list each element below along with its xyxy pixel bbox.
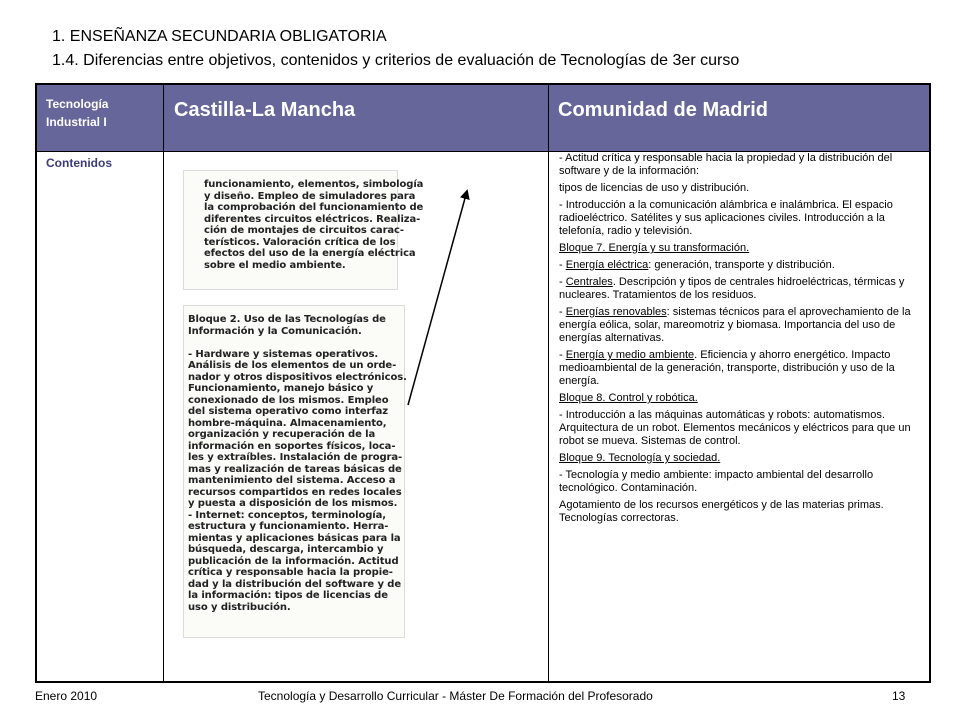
scan-line: Bloque 2. Uso de las Tecnologías de bbox=[188, 314, 386, 325]
madrid-para: tipos de licencias de uso y distribución. bbox=[559, 182, 750, 194]
scan-line: mantenimiento del sistema. Acceso a bbox=[188, 475, 396, 486]
row-label-contenidos: Contenidos bbox=[46, 156, 112, 170]
term-desc: . Descripción y tipos de centrales hidroeléctricas, térmicas y nucleares. Tratamientos de los residuos. bbox=[559, 276, 905, 301]
dash: - bbox=[559, 306, 566, 318]
scan-line: información en soportes físicos, loca- bbox=[188, 440, 396, 452]
scan-line: les y extraíbles. Instalación de progra- bbox=[188, 452, 403, 463]
scan-line: del sistema operativo como interfaz bbox=[188, 406, 388, 417]
comparison-table bbox=[35, 83, 931, 683]
section-heading: 1. ENSEÑANZA SECUNDARIA OBLIGATORIA bbox=[52, 28, 387, 45]
header-madrid: Comunidad de Madrid bbox=[558, 99, 768, 121]
scan-line: estructura y funcionamiento. Herra- bbox=[188, 521, 389, 532]
scan-line: publicación de la información. Actitud bbox=[188, 555, 399, 567]
footer-date: Enero 2010 bbox=[35, 689, 98, 703]
bloque-9-heading: Bloque 9. Tecnología y sociedad. bbox=[559, 452, 721, 464]
term-energias-renovables: Energías renovables bbox=[565, 306, 667, 318]
footer-title: Tecnología y Desarrollo Curricular - Máster De Formación del Profesorado bbox=[258, 689, 653, 703]
dash: - bbox=[559, 276, 566, 288]
madrid-para: - Actitud crítica y responsable hacia la propiedad y la distribución del software y de la información: bbox=[559, 152, 893, 177]
scan-line: la comprobación del funcionamiento de bbox=[204, 202, 424, 213]
term-energia-electrica: Energía eléctrica bbox=[565, 259, 649, 271]
scan-line: hombre-máquina. Almacenamiento, bbox=[188, 417, 387, 429]
dash: - bbox=[559, 349, 566, 361]
scan-line: conexionado de los mismos. Empleo bbox=[188, 394, 389, 406]
scan-line: mientas y aplicaciones básicas para la bbox=[188, 532, 401, 544]
scan-line: Funcionamiento, manejo básico y bbox=[188, 383, 374, 394]
term-centrales: Centrales bbox=[565, 276, 613, 288]
scan-line: organización y recuperación de la bbox=[188, 429, 376, 440]
term-energia-medio-ambiente: Energía y medio ambiente bbox=[565, 349, 695, 361]
madrid-contents bbox=[559, 152, 925, 529]
scan-line: uso y distribución. bbox=[188, 601, 291, 613]
header-castilla: Castilla-La Mancha bbox=[174, 99, 356, 121]
scan-line: Análisis de los elementos de un orde- bbox=[188, 360, 397, 371]
scan-line: recursos compartidos en redes locales bbox=[188, 486, 402, 498]
madrid-para bbox=[559, 259, 925, 272]
scan-line: efectos del uso de la energía eléctrica bbox=[204, 248, 416, 259]
scan-line: nador y otros dispositivos electrónicos. bbox=[188, 371, 407, 383]
term-desc: : sistemas técnicos para el aprovechamiento de la energía eólica, solar, mareomotriz y biomasa. Importancia del uso de energías alternativas. bbox=[559, 306, 911, 344]
madrid-para: - Tecnología y medio ambiente: impacto ambiental del desarrollo tecnológico. Contaminación. bbox=[559, 469, 874, 494]
bloque-7-heading: Bloque 7. Energía y su transformación. bbox=[559, 242, 750, 254]
dash: - bbox=[559, 259, 566, 271]
madrid-para: - Introducción a la comunicación alámbrica e inalámbrica. El espacio radioeléctrico. Satélites y sus aplicaciones civiles. Introducción a la telefonía, radio y televisión. bbox=[559, 199, 893, 237]
scan-line: sobre el medio ambiente. bbox=[204, 259, 346, 271]
header-subject-line1: Tecnología bbox=[46, 97, 109, 111]
scan-line: - Hardware y sistemas operativos. bbox=[188, 348, 379, 360]
madrid-para bbox=[559, 276, 925, 302]
scan-line: dad y la distribución del software y de bbox=[188, 578, 402, 590]
madrid-para bbox=[559, 306, 925, 345]
scan-line: y puesta a disposición de los mismos. bbox=[188, 498, 398, 509]
scan-line: Información y la Comunicación. bbox=[188, 325, 362, 337]
term-desc: . Eficiencia y ahorro energético. Impacto medioambiental de la generación, transporte, distribución y uso de la energía. bbox=[559, 349, 895, 387]
arrow-line bbox=[408, 191, 467, 405]
scan-line: ción de montajes de circuitos carac- bbox=[204, 225, 404, 236]
scan-line: crítica y responsable hacia la propie- bbox=[188, 567, 393, 578]
scan-line: terísticos. Valoración crítica de los bbox=[204, 236, 396, 248]
scan-line: y diseño. Empleo de simuladores para bbox=[204, 190, 416, 202]
term-desc: : generación, transporte y distribución. bbox=[648, 259, 835, 271]
page-number: 13 bbox=[892, 689, 906, 703]
scan-line: diferentes circuitos eléctricos. Realiza- bbox=[204, 213, 421, 225]
madrid-para bbox=[559, 349, 925, 388]
scan-line: funcionamiento, elementos, simbología bbox=[204, 179, 424, 190]
madrid-para: - Introducción a las máquinas automáticas y robots: automatismos. Arquitectura de un robot. Elementos mecánicos y eléctricos para que un robot se mueva. Sistemas de control. bbox=[559, 409, 911, 447]
scan-line: - Internet: conceptos, terminología, bbox=[188, 509, 386, 521]
scan-line: búsqueda, descarga, intercambio y bbox=[188, 544, 384, 555]
scan-line: la información: tipos de licencias de bbox=[188, 590, 388, 601]
madrid-para: Agotamiento de los recursos energéticos y de las materias primas. Tecnologías correctoras. bbox=[559, 499, 884, 524]
header-subject-line2: Industrial I bbox=[46, 115, 107, 129]
scan-line: mas y realización de tareas básicas de bbox=[188, 463, 402, 475]
subsection-heading: 1.4. Diferencias entre objetivos, contenidos y criterios de evaluación de Tecnologías de 3er curso bbox=[52, 52, 740, 69]
bloque-8-heading: Bloque 8. Control y robótica. bbox=[559, 392, 698, 404]
